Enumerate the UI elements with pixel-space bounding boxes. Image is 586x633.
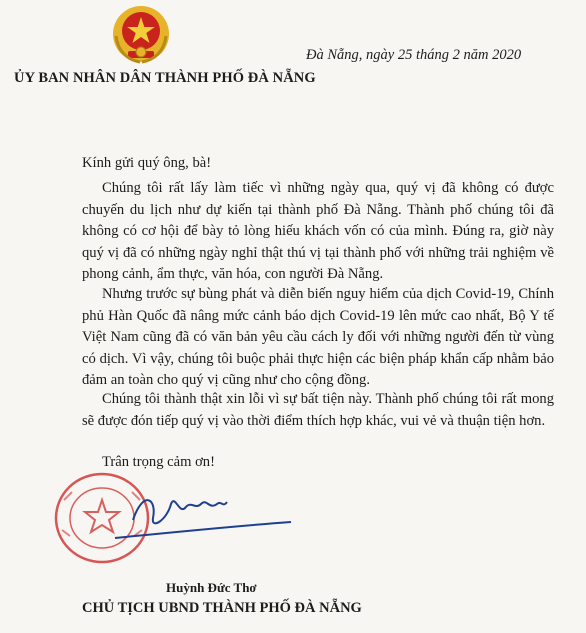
national-emblem-icon [110, 4, 172, 66]
greeting: Kính gửi quý ông, bà! [82, 155, 212, 171]
paragraph-2: Nhưng trước sự bùng phát và diễn biến nguy hiểm của dịch Covid-19, Chính phủ Hàn Quốc đã nâng mức cảnh báo dịch Covid-19 lên mức cao nhất, Bộ Y tế Việt Nam cũng đã có văn bản yêu cầu cách ly đối với những người đến từ vùng có dịch. Vì vậy, chúng tôi buộc phải thực hiện các biện pháp khẩn cấp nhằm bảo đảm an toàn cho quý vị cũng như cho cộng đồng. [82, 286, 554, 388]
paragraph-1: Chúng tôi rất lấy làm tiếc vì những ngày qua, quý vị đã không có được chuyến du lịch như dự kiến tại thành phố Đà Nẵng. Thành phố chúng tôi đã không có cơ hội để bày tỏ lòng hiếu khách vốn có của mình. Đúng ra, giờ này quý vị đã có những ngày nghỉ thật thú vị tại thành phố với những trải nghiệm về phong cảnh, ẩm thực, văn hóa, con người Đà Nẵng. [82, 180, 554, 282]
signer-name: Huỳnh Đức Thơ [166, 580, 257, 595]
handwritten-signature [95, 480, 295, 550]
dateline: Đà Nẵng, ngày 25 tháng 2 năm 2020 [306, 47, 522, 63]
signer-title: CHỦ TỊCH UBND THÀNH PHỐ ĐÀ NẴNG [82, 600, 362, 616]
organization-name: ỦY BAN NHÂN DÂN THÀNH PHỐ ĐÀ NẴNG [14, 70, 316, 86]
closing: Trân trọng cảm ơn! [102, 454, 215, 470]
paragraph-3: Chúng tôi thành thật xin lỗi vì sự bất tiện này. Thành phố chúng tôi rất mong sẽ được đón tiếp quý vị vào thời điểm thích hợp khác, vui vẻ và thuận tiện hơn. [82, 391, 554, 429]
